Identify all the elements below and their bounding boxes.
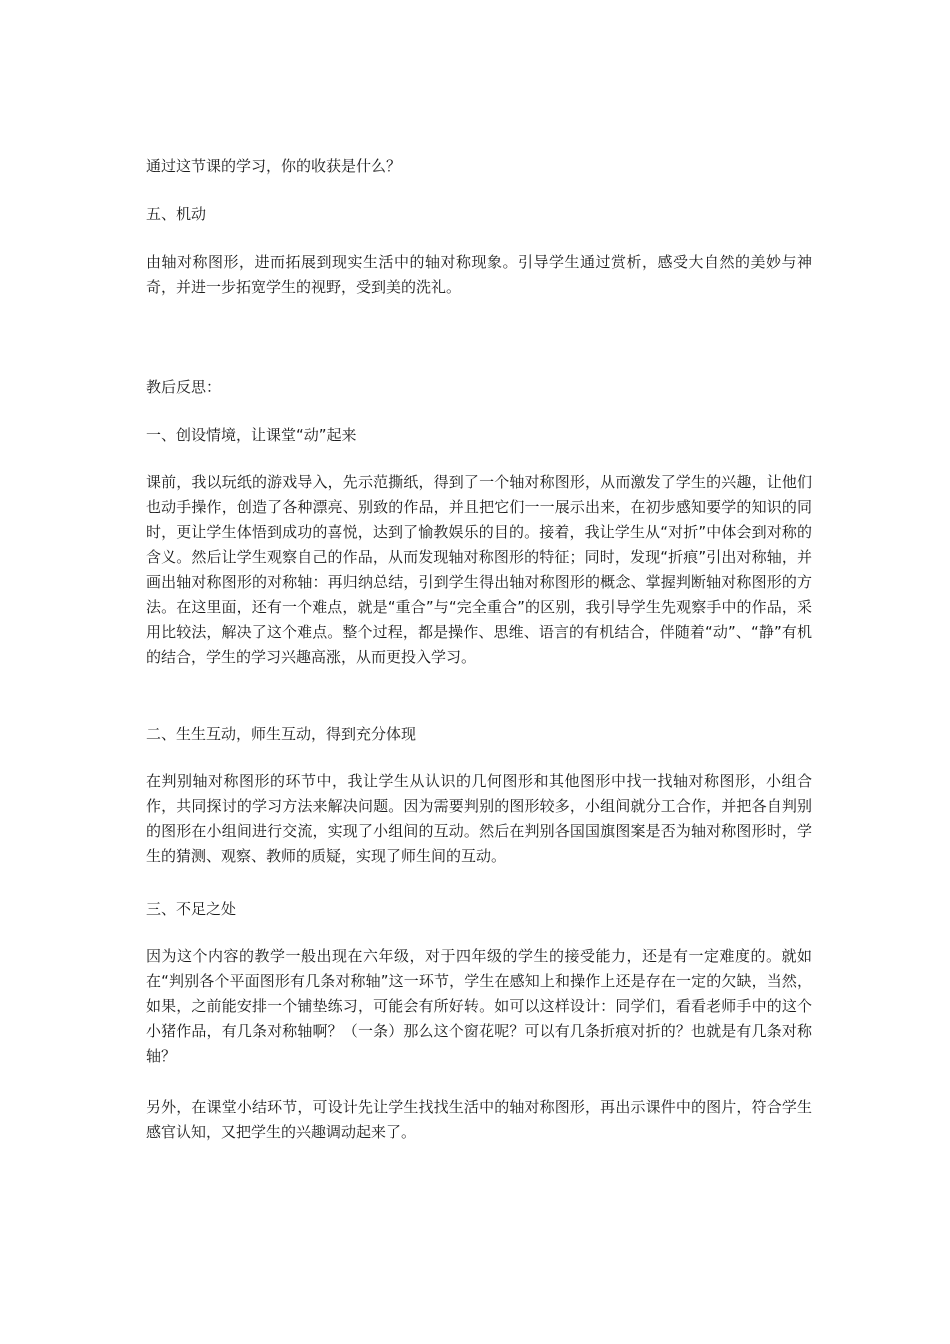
- reflection-3-extra: 另外，在课堂小结环节，可设计先让学生找找生活中的轴对称图形，再出示课件中的图片，符合学生感官认知，又把学生的兴趣调动起来了。: [146, 1098, 812, 1141]
- question-text: 通过这节课的学习，你的收获是什么？: [146, 157, 402, 175]
- section-5-body: 由轴对称图形，进而拓展到现实生活中的轴对称现象。引导学生通过赏析，感受大自然的美妙与神奇，并进一步拓宽学生的视野，受到美的洗礼。: [146, 253, 812, 296]
- reflection-2-body: 在判别轴对称图形的环节中，我让学生从认识的几何图形和其他图形中找一找轴对称图形，小组合作，共同探讨的学习方法来解决问题。因为需要判别的图形较多，小组间就分工合作，并把各自判别的图形在小组间进行交流，实现了小组间的互动。然后在判别各国国旗图案是否为轴对称图形时，学生的猜测、观察、教师的质疑，实现了师生间的互动。: [146, 772, 812, 865]
- reflection-2-heading: 二、生生互动，师生互动，得到充分体现: [146, 725, 417, 743]
- reflection-3-heading: 三、不足之处: [146, 900, 237, 918]
- reflection-1-body: 课前，我以玩纸的游戏导入，先示范撕纸，得到了一个轴对称图形，从而激发了学生的兴趣，让他们也动手操作，创造了各种漂亮、别致的作品，并且把它们一一展示出来，在初步感知要学的知识的同时，更让学生体悟到成功的喜悦，达到了愉教娱乐的目的。接着，我让学生从“对折”中体会到对称的含义。然后让学生观察自己的作品，从而发现轴对称图形的特征；同时，发现“折痕”引出对称轴，并画出轴对称图形的对称轴：再归纳总结，引到学生得出轴对称图形的概念、掌握判断轴对称图形的方法。在这里面，还有一个难点，就是“重合”与“完全重合”的区别，我引导学生先观察手中的作品，采用比较法，解决了这个难点。整个过程，都是操作、思维、语言的有机结合，伴随着“动”、“静”有机的结合，学生的学习兴趣高涨，从而更投入学习。: [146, 473, 812, 666]
- section-5-heading: 五、机动: [146, 205, 207, 223]
- reflection-1-heading: 一、创设情境，让课堂“动”起来: [146, 426, 357, 444]
- reflection-3-body: 因为这个内容的教学一般出现在六年级，对于四年级的学生的接受能力，还是有一定难度的。就如在“判别各个平面图形有几条对称轴”这一环节，学生在感知上和操作上还是存在一定的欠缺，当然，如果，之前能安排一个铺垫练习，可能会有所好转。如可以这样设计：同学们，看看老师手中的这个小猪作品，有几条对称轴啊？（一条）那么这个窗花呢？可以有几条折痕对折的？也就是有几条对称轴？: [146, 947, 812, 1065]
- reflection-title: 教后反思：: [146, 378, 222, 396]
